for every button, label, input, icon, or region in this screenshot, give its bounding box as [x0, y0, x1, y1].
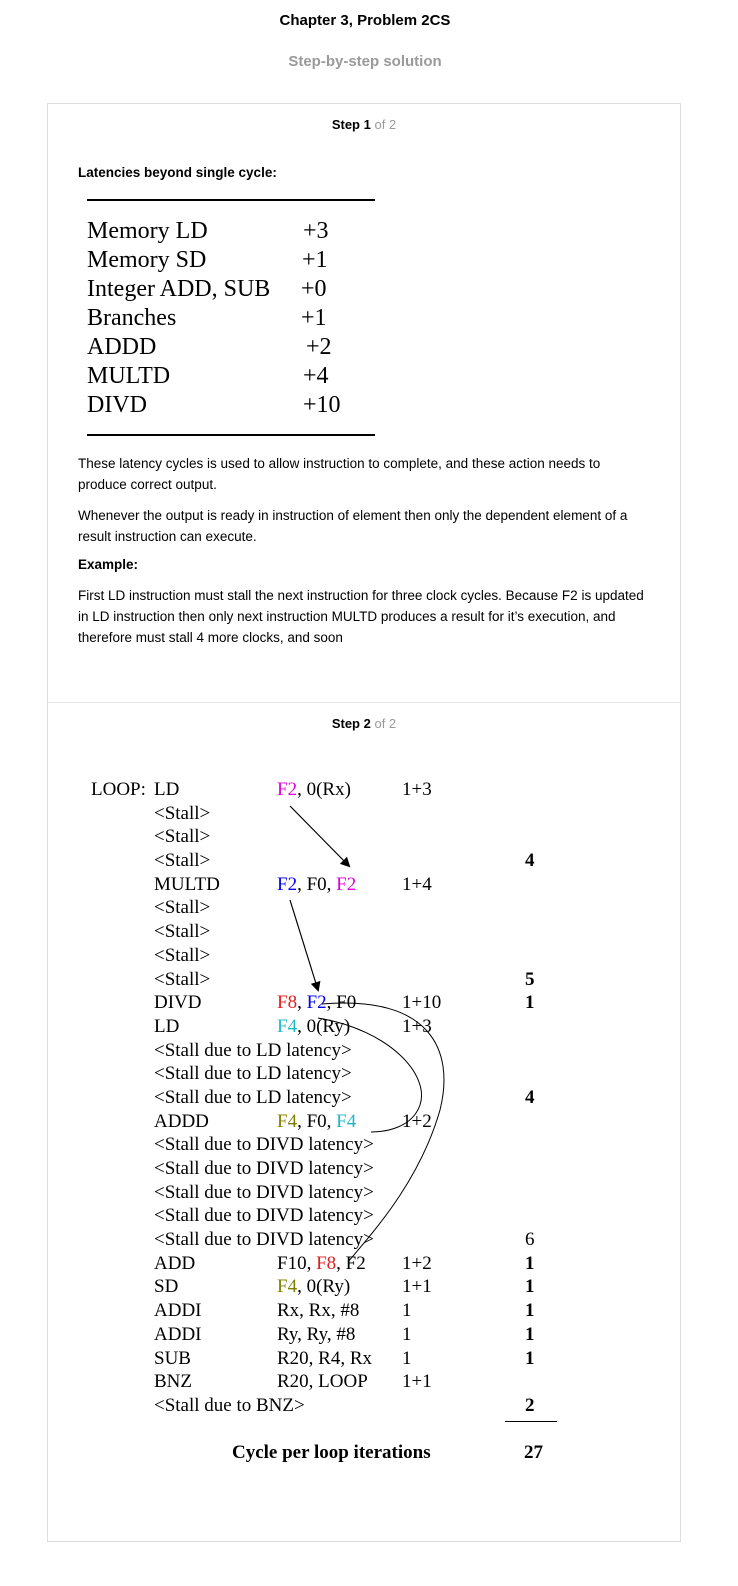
arrow-ld-to-multd [290, 806, 349, 866]
code-latency: 1+2 [402, 1252, 432, 1274]
total-value: 27 [524, 1442, 543, 1463]
code-cycles: 1 [525, 1276, 535, 1298]
code-cycles: 2 [525, 1394, 535, 1416]
loop-label: LOOP: [91, 779, 146, 800]
step-1-label: Step 1 [331, 117, 371, 132]
code-latency: 1 [402, 1300, 412, 1322]
step-2-label: Step 2 [331, 716, 371, 731]
code-latency: 1+3 [402, 779, 432, 800]
code-cycles: 6 [525, 1229, 535, 1251]
code-args: R20, R4, Rx [277, 1347, 373, 1369]
paragraph-latency: These latency cycles is used to allow instruction to complete, and these action needs to produce correct output. [78, 456, 601, 492]
code-op: <Stall> [154, 921, 211, 943]
code-latency: 1+2 [402, 1110, 432, 1132]
code-op: <Stall due to LD latency> [154, 1063, 352, 1085]
code-op: <Stall> [154, 944, 211, 966]
code-args: F8, F2, F0 [277, 992, 357, 1014]
code-args: Ry, Ry, #8 [277, 1323, 356, 1345]
latency-value: +10 [303, 392, 341, 418]
code-cycles: 4 [525, 850, 535, 872]
code-args: F4, F0, F4 [277, 1110, 357, 1132]
latency-value: +4 [303, 363, 329, 389]
code-op: <Stall> [154, 802, 211, 824]
latency-value: +1 [301, 305, 327, 331]
code-op: ADDI [154, 1323, 202, 1345]
code-op: <Stall due to DIVD latency> [154, 1229, 374, 1251]
latency-name: DIVD [87, 392, 147, 418]
code-op: ADD [154, 1252, 196, 1274]
code-op: BNZ [154, 1371, 192, 1393]
code-cycles: 1 [525, 1252, 535, 1274]
latency-name: ADDD [87, 334, 157, 360]
code-op: SD [154, 1276, 179, 1298]
total-label: Cycle per loop iterations [232, 1442, 431, 1463]
code-op: <Stall due to DIVD latency> [154, 1158, 374, 1179]
code-op: <Stall due to DIVD latency> [154, 1134, 374, 1156]
code-latency: 1+1 [402, 1276, 432, 1298]
example-label: Example: [78, 557, 139, 572]
latency-value: +0 [301, 276, 327, 302]
code-op: SUB [154, 1347, 191, 1369]
code-cycles: 4 [525, 1086, 535, 1108]
code-op: ADDD [154, 1110, 209, 1132]
arrow-ld-to-addd [318, 1018, 422, 1132]
code-latency: 1+3 [402, 1015, 432, 1037]
code-cycles: 1 [525, 1300, 535, 1322]
code-latency: 1+10 [402, 992, 442, 1014]
code-cycles: 5 [525, 968, 535, 990]
code-op: MULTD [154, 873, 220, 895]
code-cycles: 1 [525, 1323, 535, 1345]
code-op: LD [154, 1015, 180, 1037]
code-op: <Stall> [154, 850, 211, 872]
code-op: LD [154, 779, 180, 800]
code-latency: 1 [402, 1323, 412, 1345]
page-title: Chapter 3, Problem 2CS [279, 12, 451, 29]
code-op: <Stall due to BNZ> [154, 1394, 305, 1416]
code-latency: 1+1 [402, 1371, 432, 1393]
code-args: F2, F0, F2 [277, 873, 357, 895]
code-args: F2, 0(Rx) [277, 779, 351, 800]
latency-value: +3 [303, 218, 329, 244]
latency-value: +2 [306, 334, 332, 360]
latency-value: +1 [302, 247, 328, 273]
latency-name: Integer ADD, SUB [87, 276, 271, 302]
step-2-of: of 2 [374, 716, 397, 731]
code-args: Rx, Rx, #8 [277, 1300, 360, 1322]
code-op: ADDI [154, 1300, 202, 1322]
code-op: <Stall due to DIVD latency> [154, 1181, 374, 1203]
latencies-heading: Latencies beyond single cycle: [78, 165, 277, 180]
page-subtitle: Step-by-step solution [288, 53, 442, 70]
code-op: DIVD [154, 992, 202, 1014]
code-args: F4, 0(Ry) [277, 1276, 351, 1298]
code-args: F4, 0(Ry) [277, 1015, 351, 1037]
paragraph-dependency: Whenever the output is ready in instruction of element then only the dependent element of a result instruction can execute. [78, 508, 628, 544]
code-op: <Stall> [154, 968, 211, 990]
code-cycles: 1 [525, 992, 535, 1014]
code-args: R20, LOOP [277, 1371, 368, 1393]
code-op: <Stall due to LD latency> [154, 1039, 352, 1061]
code-latency: 1+4 [402, 873, 432, 895]
code-args: F10, F8, F2 [277, 1252, 366, 1274]
code-op: <Stall due to LD latency> [154, 1086, 352, 1108]
code-latency: 1 [402, 1347, 412, 1369]
latency-name: Branches [87, 305, 177, 331]
code-op: <Stall> [154, 826, 211, 848]
latency-name: Memory SD [87, 247, 207, 273]
code-op: <Stall> [154, 897, 211, 919]
code-op: <Stall due to DIVD latency> [154, 1205, 374, 1227]
code-cycles: 1 [525, 1347, 535, 1369]
paragraph-example: First LD instruction must stall the next instruction for three clock cycles. Because F2 is updated in LD instruction then only next instruction MULTD produces a result for it’s execution, and therefore must stall 4 more clocks, and soon [78, 588, 644, 645]
arrow-multd-to-divd [290, 900, 318, 990]
step-1-of: of 2 [374, 117, 397, 132]
latency-name: Memory LD [87, 218, 208, 244]
latency-name: MULTD [87, 363, 171, 389]
